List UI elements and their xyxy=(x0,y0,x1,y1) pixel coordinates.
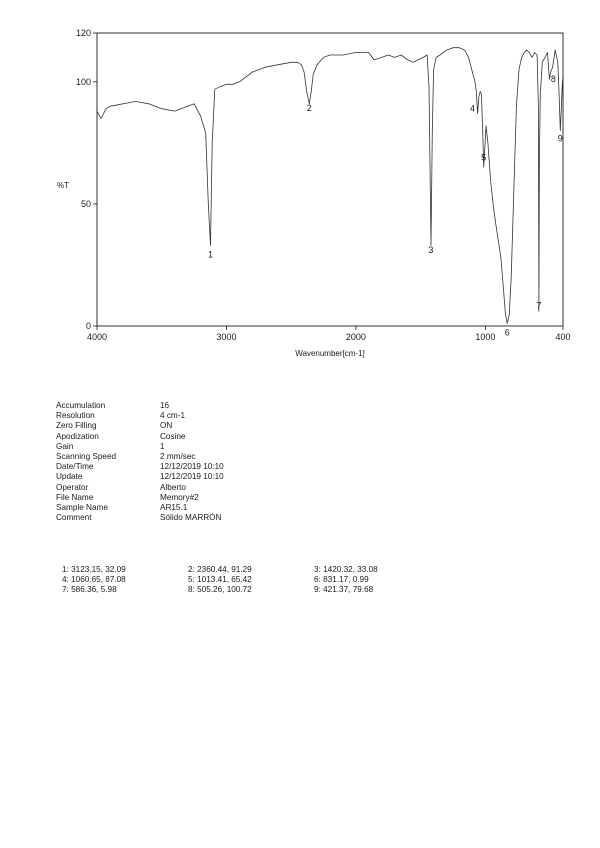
peak-table-row xyxy=(62,565,440,575)
x-tick-label: 400 xyxy=(555,332,571,342)
parameter-key: Accumulation xyxy=(56,401,106,410)
parameter-key: Date/Time xyxy=(56,462,94,472)
parameter-key: Apodization xyxy=(56,431,99,441)
peak-table-cell: 8: 505.26, 100.72 xyxy=(188,585,252,595)
x-tick-label: 1000 xyxy=(475,332,496,342)
parameter-row xyxy=(56,493,224,503)
x-axis-title: Wavenumber[cm-1] xyxy=(295,349,365,358)
parameter-key: Scanning Speed xyxy=(56,452,117,462)
parameter-value: ON xyxy=(160,421,173,431)
peak-label: 8 xyxy=(550,74,556,85)
parameter-row xyxy=(56,432,224,442)
x-tick-label: 3000 xyxy=(216,332,237,342)
parameter-key: File Name xyxy=(56,492,94,502)
ir-spectrum-chart xyxy=(0,0,600,370)
parameter-row xyxy=(56,472,224,482)
peak-label: 7 xyxy=(536,300,542,311)
peak-table-cell: 1: 3123.15, 32.09 xyxy=(62,565,126,574)
parameter-value: 12/12/2019 10:10 xyxy=(160,462,224,472)
parameter-row xyxy=(56,442,224,452)
y-tick-label: 100 xyxy=(75,76,91,87)
peak-table-cell: 2: 2360.44, 91.29 xyxy=(188,565,252,574)
parameter-value: Sólido MARRÓN xyxy=(160,513,222,523)
y-tick-label: 50 xyxy=(80,198,91,209)
x-tick-label: 4000 xyxy=(86,332,108,342)
parameter-key: Resolution xyxy=(56,411,95,421)
plot-frame xyxy=(97,33,563,326)
parameter-key: Update xyxy=(56,472,83,482)
parameter-row xyxy=(56,452,224,462)
spectrum-line xyxy=(97,48,563,324)
peak-label: 2 xyxy=(306,103,312,114)
peak-label: 4 xyxy=(469,103,476,114)
peak-table-cell: 6: 831.17, 0.99 xyxy=(314,575,369,585)
peak-table-cell: 5: 1013.41, 65.42 xyxy=(188,575,252,585)
parameter-value: 2 mm/sec xyxy=(160,452,196,462)
peak-table-row xyxy=(62,585,440,595)
peak-table-cell: 4: 1060.65, 87.08 xyxy=(62,575,126,585)
y-axis-title: %T xyxy=(57,181,69,190)
peak-table-cell: 3: 1420.32, 33.08 xyxy=(314,565,378,574)
parameter-value: Cosine xyxy=(160,431,186,441)
axis-tick-labels xyxy=(76,28,571,342)
parameter-value: Memory#2 xyxy=(160,492,199,502)
parameter-row xyxy=(56,421,224,431)
parameter-value: Alberto xyxy=(160,482,186,492)
peak-table xyxy=(62,565,440,596)
parameter-key: Comment xyxy=(56,513,92,523)
peak-label: 5 xyxy=(481,152,487,163)
parameter-value: 1 xyxy=(160,441,165,451)
peak-label: 1 xyxy=(207,249,214,260)
parameter-key: Operator xyxy=(56,482,89,492)
parameter-key: Sample Name xyxy=(56,503,108,513)
peak-table-row xyxy=(62,575,440,585)
instrument-parameters xyxy=(56,401,224,523)
parameter-key: Zero Filling xyxy=(56,421,97,431)
peak-label: 9 xyxy=(557,133,563,144)
y-tick-label: 120 xyxy=(75,28,91,38)
peak-table-cell: 9: 421.37, 79.68 xyxy=(314,585,374,595)
parameter-row xyxy=(56,503,224,513)
peak-table-cell: 7: 586.36, 5.98 xyxy=(62,585,117,595)
peak-label: 6 xyxy=(504,327,510,338)
parameter-key: Gain xyxy=(56,441,74,451)
parameter-value: 12/12/2019 10:10 xyxy=(160,472,224,482)
parameter-row xyxy=(56,401,224,411)
peak-label: 3 xyxy=(428,245,434,256)
peak-labels xyxy=(208,74,563,338)
y-tick-label: 0 xyxy=(85,321,91,331)
parameter-value: 4 cm-1 xyxy=(160,411,186,421)
axis-ticks xyxy=(93,33,563,330)
parameter-row xyxy=(56,483,224,493)
parameter-row xyxy=(56,411,224,421)
parameter-value: 16 xyxy=(160,401,170,410)
parameter-row xyxy=(56,462,224,472)
parameter-row xyxy=(56,513,224,523)
x-tick-label: 2000 xyxy=(345,332,366,342)
parameter-value: AR15.1 xyxy=(160,503,188,513)
